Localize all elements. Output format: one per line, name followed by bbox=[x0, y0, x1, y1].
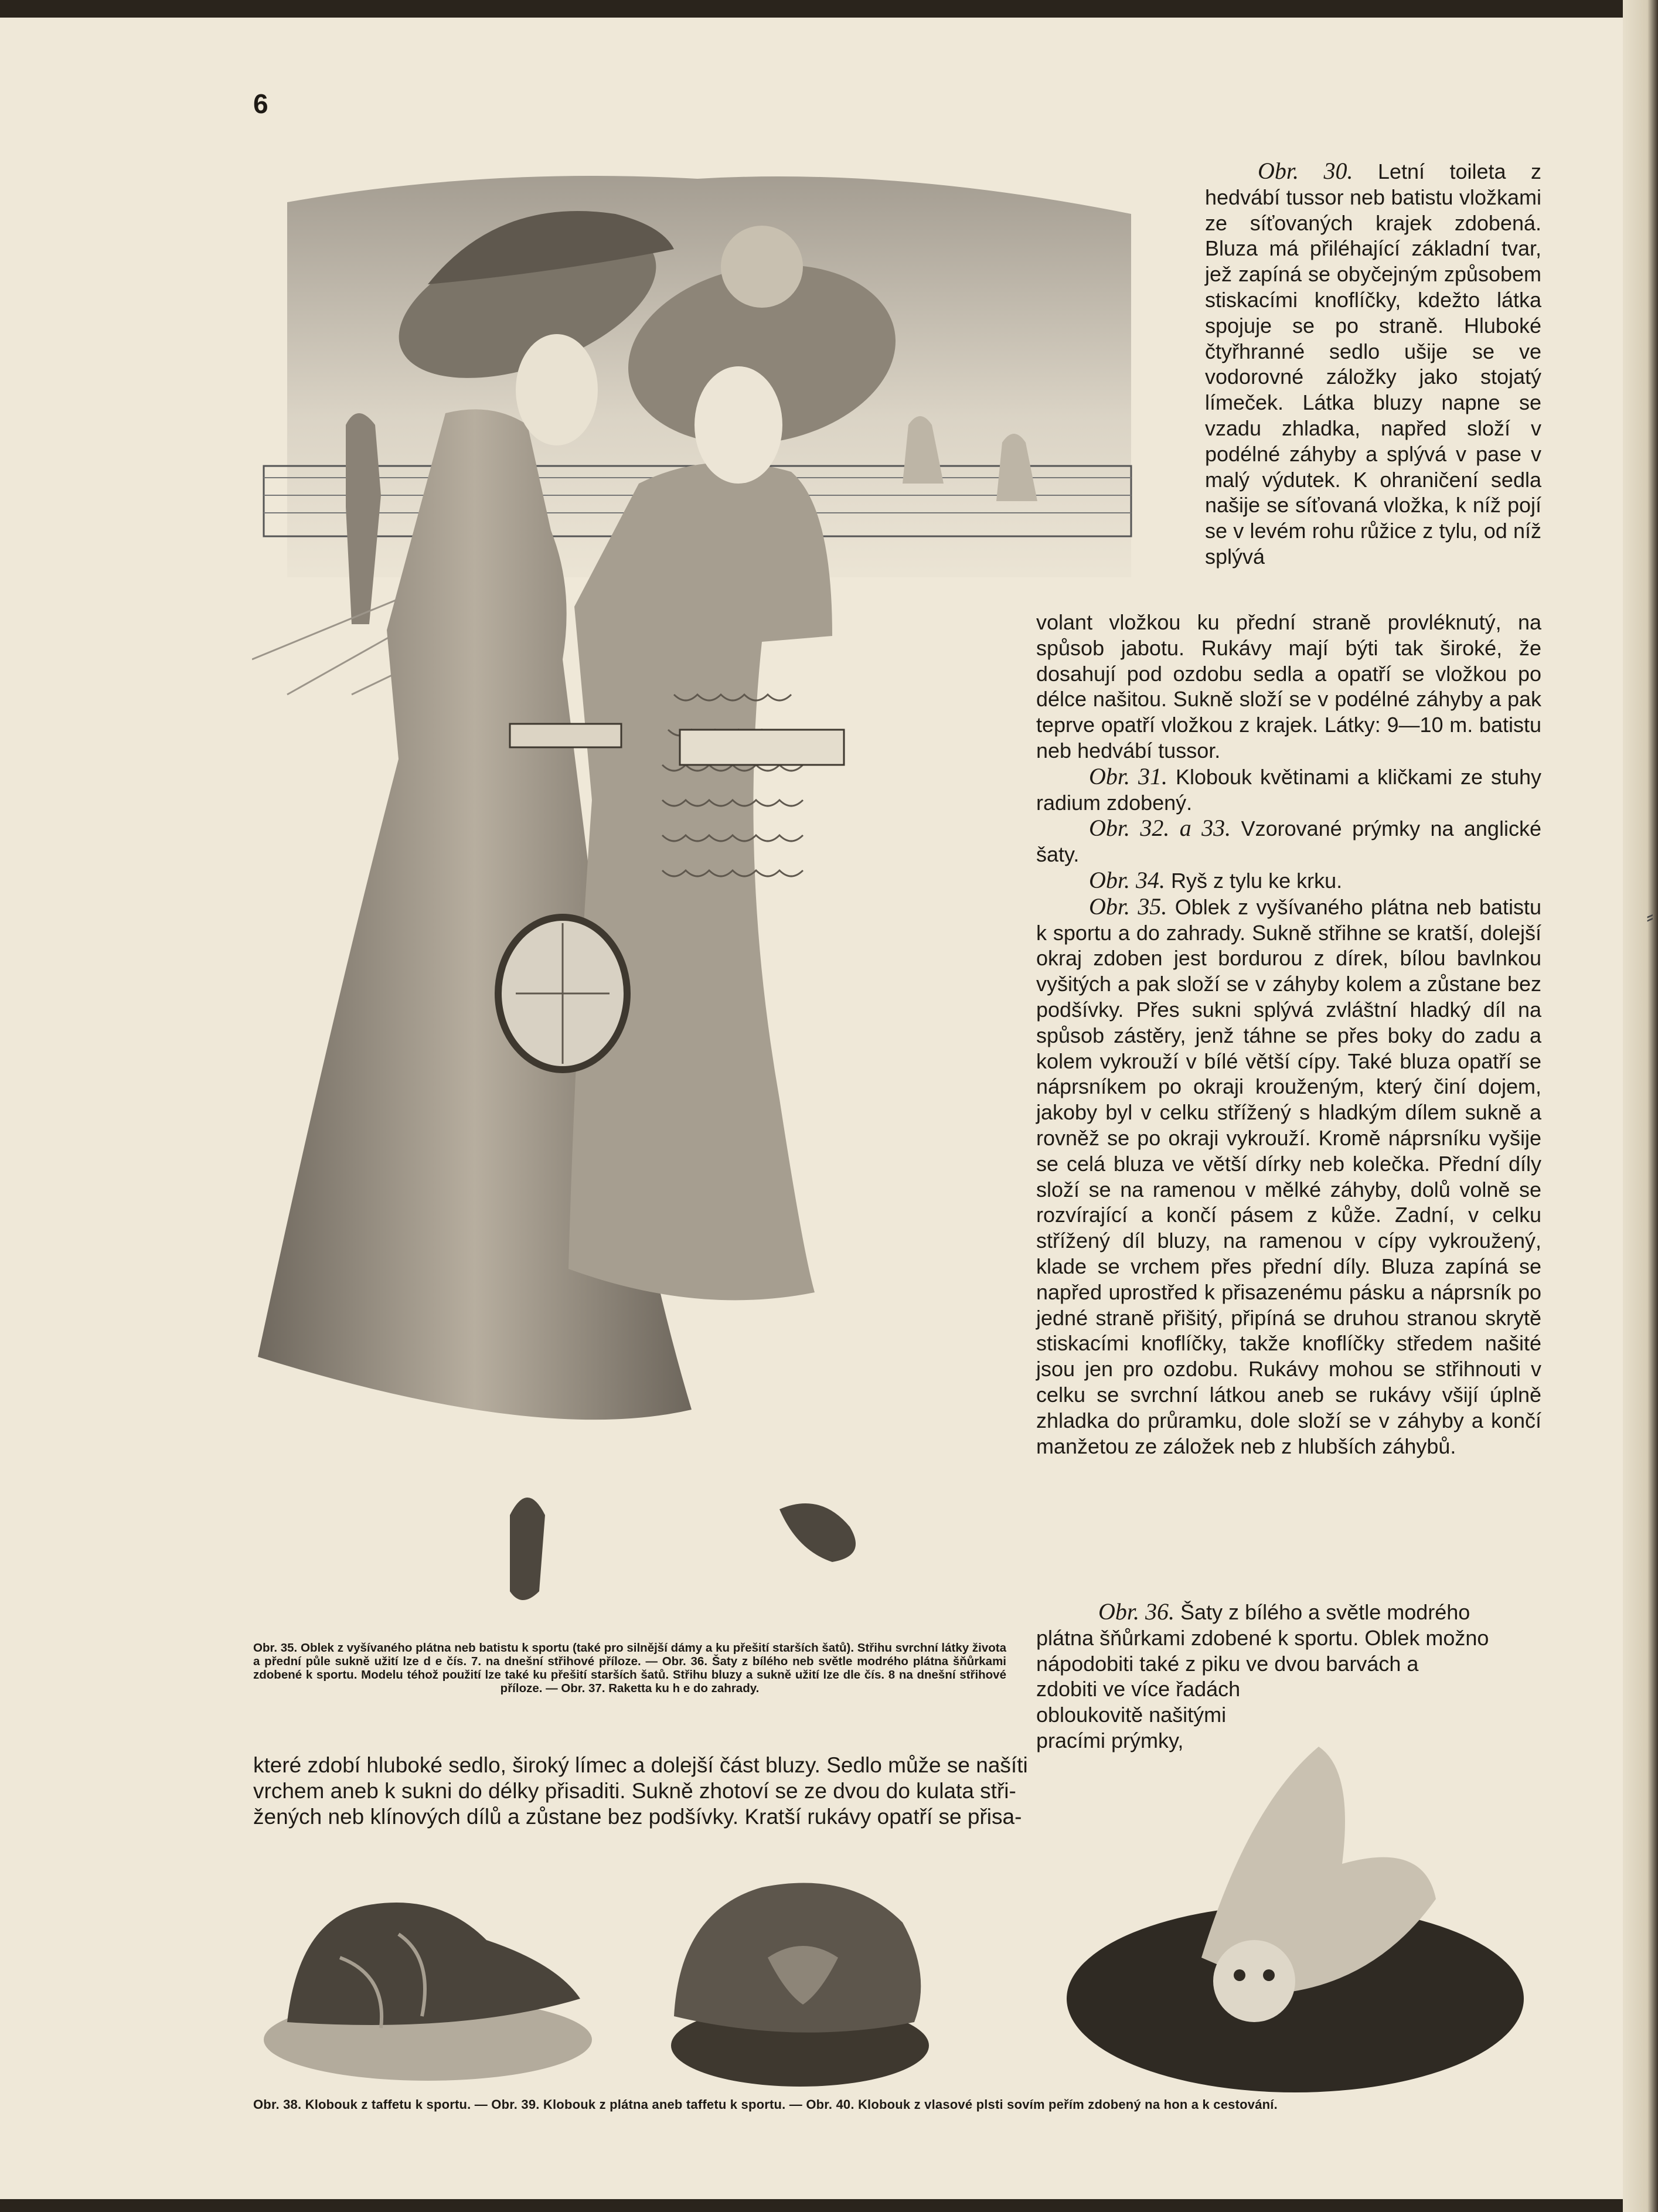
hat-illustration-obr40 bbox=[1061, 1735, 1524, 2098]
article-text-obr36-line3: nápodobiti také z piku ve dvou barvách a bbox=[1036, 1651, 1419, 1676]
figure-ref-obr31: Obr. 31. bbox=[1089, 763, 1167, 789]
figure-ref-obr32-33: Obr. 32. a 33. bbox=[1089, 815, 1231, 842]
hat-illustration-obr39 bbox=[662, 1864, 938, 2092]
continuation-line-3: žených neb klínových dílů a zůstane bez podšívky. Kratší rukávy opatří se přisa- bbox=[253, 1805, 1022, 1829]
margin-mark: ⸗ bbox=[1646, 906, 1653, 928]
article-text-obr35: Oblek z vyšívaného plátna neb batistu k sportu a do zahrady. Sukně střihne se kratší, dolejší okraj zdoben jest bordurou z dírek, bílou bavlnkou vyšitých a pak složí se v záhyby kolem a zůstane bez podšívky. Přes sukni splývá zvláštní hladký díl na spůsob zástěry, jenž táhne se přes boky do zadu a kolem vykrouží v bílé větší cípy. Také bluza opatří se náprsníkem po okraji krouženým, který činí dojem, jakoby byl v celku střížený s hladkým dílem sukně a rovněž se po okraji vykrouží. Kromě náprsníku vyšije se celá bluza ve větší dírky neb kolečka. Přední díly složí se na ramenou v mělké záhyby, dolů volně se rozvírající a končí pásem z kůže. Zadní, v celku střížený díl bluzy, na ramenou v cípy vykroužený, klade se vrchem přes přední díly. Bluza zapíná se napřed uprostřed k přisazenému pásku a náprsník po jedné straně přišitý, připíná se druhou stranou skrytě stiskacími knoflíčky, takže knoflíčky středem našité jsou jen pro ozdobu. Rukávy mohou se střihnouti v celku se svrchní látkou aneb se rukávy všijí úplně zhladka do průramku, dole složí se v záhyby a končí manžetou ze záložek neb z hlubších záhybů. bbox=[1036, 894, 1541, 1458]
figure-ref-obr34: Obr. 34. bbox=[1089, 866, 1166, 893]
page-number: 6 bbox=[253, 89, 268, 119]
figure-caption-obr35-37: Obr. 35. Oblek z vyšívaného plátna neb batistu k sportu (také pro silnější dámy a ku přešití starších šatů). Střihu svrchní látky života a přední půle sukně užití lze d e čís. 7. na dnešní střihové příloze. — Obr. 36. Šaty z bílého neb světle modrého plátna šňůrkami zdobené k sportu. Modelu téhož použití lze také ku přešití starších šatů. Střihu bluzy a sukně užití lze dle čís. 8 na dnešní střihové příloze. — Obr. 37. Raketta ku h e do zahrady. bbox=[253, 1641, 1006, 1695]
article-text-obr36-line1: Šaty z bílého a světle modrého bbox=[1180, 1600, 1470, 1624]
article-column-top bbox=[1205, 158, 1541, 570]
article-column-obr36 bbox=[1036, 1599, 1541, 1754]
fashion-illustration-obr35-36 bbox=[252, 167, 1143, 1626]
article-column-wide bbox=[1036, 610, 1541, 1459]
article-continuation bbox=[253, 1752, 1191, 1830]
figure-ref-obr36: Obr. 36. bbox=[1098, 1598, 1175, 1625]
article-text-obr32-33: Vzorované prýmky na anglické šaty. bbox=[1036, 816, 1541, 867]
article-text-obr30-wide: volant vložkou ku přední straně provléknutý, na spůsob jabotu. Rukávy mají býti tak široké, že dosahují pod ozdobu sedla a opatří se vložkou po délce našitou. Sukně složí se v podélné záhyby a pak teprve opatří vložkou z krajek. Látky: 9—10 m. batistu neb hedvábí tussor. bbox=[1036, 610, 1541, 763]
figure-caption-obr38-40: Obr. 38. Klobouk z taffetu k sportu. — Obr. 39. Klobouk z plátna aneb taffetu k sportu. — Obr. 40. Klobouk z vlasové plsti sovím peřím zdobený na hon a k cestování. bbox=[253, 2097, 1278, 2112]
figure-ref-obr30: Obr. 30. bbox=[1258, 158, 1353, 184]
article-text-obr36-line5: obloukovitě našitými bbox=[1036, 1703, 1227, 1727]
article-text-obr36-line4: zdobiti ve více řadách bbox=[1036, 1677, 1241, 1701]
scan-bottom-edge bbox=[0, 2199, 1658, 2212]
article-text-obr31: Klobouk květinami a kličkami ze stuhy radium zdobený. bbox=[1036, 764, 1541, 815]
continuation-line-1: které zdobí hluboké sedlo, široký límec a dolejší část bluzy. Sedlo může se našíti bbox=[253, 1753, 1028, 1777]
fashion-illustration-drawing bbox=[252, 167, 1143, 1626]
hat-illustration-obr38 bbox=[252, 1864, 604, 2087]
article-text-obr34: Ryš z tylu ke krku. bbox=[1171, 868, 1343, 893]
continuation-line-2: vrchem aneb k sukni do délky přisaditi. Sukně zhotoví se ze dvou do kulata stři- bbox=[253, 1779, 1016, 1803]
figure-ref-obr35: Obr. 35. bbox=[1089, 893, 1167, 920]
scan-right-edge bbox=[1623, 0, 1658, 2212]
article-text-obr36-line2: plátna šňůrkami zdobené k sportu. Oblek možno bbox=[1036, 1625, 1489, 1650]
scan-top-edge bbox=[0, 0, 1658, 18]
article-text-obr30-top: Letní toileta z hedvábí tussor neb batistu vložkami ze síťovaných krajek zdobená. Bluza má přiléhající základní tvar, jež zapíná se obyčejným způsobem stiskacími knoflíčky, kdežto látka spojuje se po straně. Hluboké čtyřhranné sedlo ušije se ve vodorovné záložky jako stojatý límeček. Látka bluzy napne se vzadu zhladka, napřed složí v podélné záhyby a splývá v pase v malý výdutek. K ohraničení sedla našije se síťovaná vložka, k níž pojí se v levém rohu růžice z tylu, od níž splývá bbox=[1205, 159, 1541, 569]
article-text-obr36-line6: pracími prýmky, bbox=[1036, 1728, 1184, 1752]
